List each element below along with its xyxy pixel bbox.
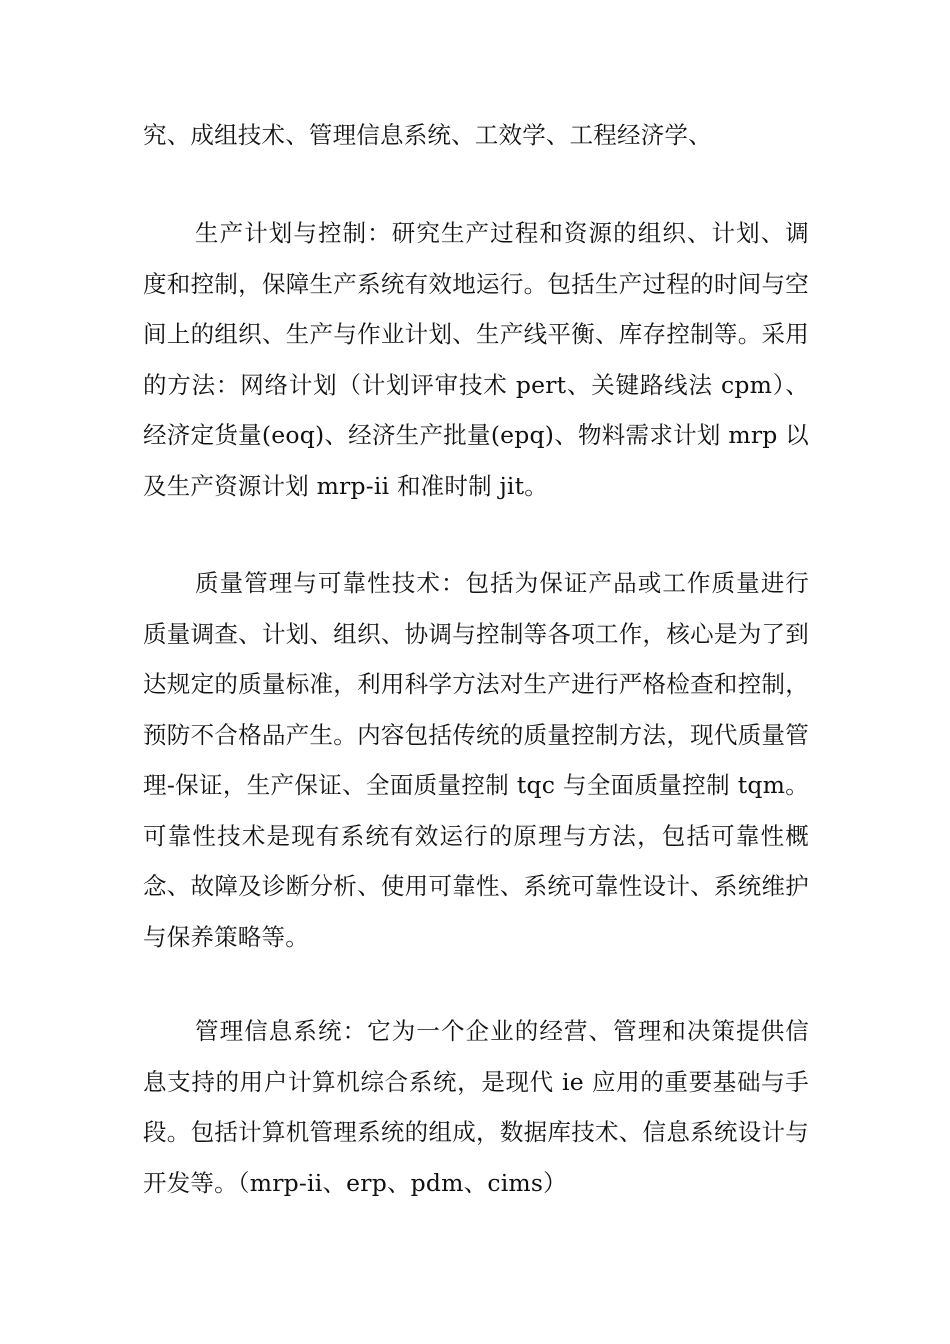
paragraph-management-information-system: 管理信息系统：它为一个企业的经营、管理和决策提供信息支持的用户计算机综合系统，是现代 ie 应用的重要基础与手段。包括计算机管理系统的组成，数据库技术、信息系统设计与开发等。（mrp-ii、erp、pdm、cims） [143,1017,809,1197]
paragraph-production-planning: 生产计划与控制：研究生产过程和资源的组织、计划、调度和控制，保障生产系统有效地运行。包括生产过程的时间与空间上的组织、生产与作业计划、生产线平衡、库存控制等。采用的方法：网络计划（计划评审技术 pert、关键路线法 cpm）、经济定货量(eoq)、经济生产批量(epq)、物料需求计划 mrp 以及生产资源计划 mrp-ii 和准时制 jit。 [143,219,809,500]
paragraph-quality-management: 质量管理与可靠性技术：包括为保证产品或工作质量进行质量调查、计划、组织、协调与控制等各项工作，核心是为了到达规定的质量标准，利用科学方法对生产进行严格检查和控制，预防不合格品产生。内容包括传统的质量控制方法，现代质量管理-保证，生产保证、全面质量控制 tqc 与全面质量控制 tqm。可靠性技术是现有系统有效运行的原理与方法，包括可靠性概念、故障及诊断分析、使用可靠性、系统可靠性设计、系统维护与保养策略等。 [143,569,809,951]
paragraph-continuation: 究、成组技术、管理信息系统、工效学、工程经济学、 [143,121,712,149]
